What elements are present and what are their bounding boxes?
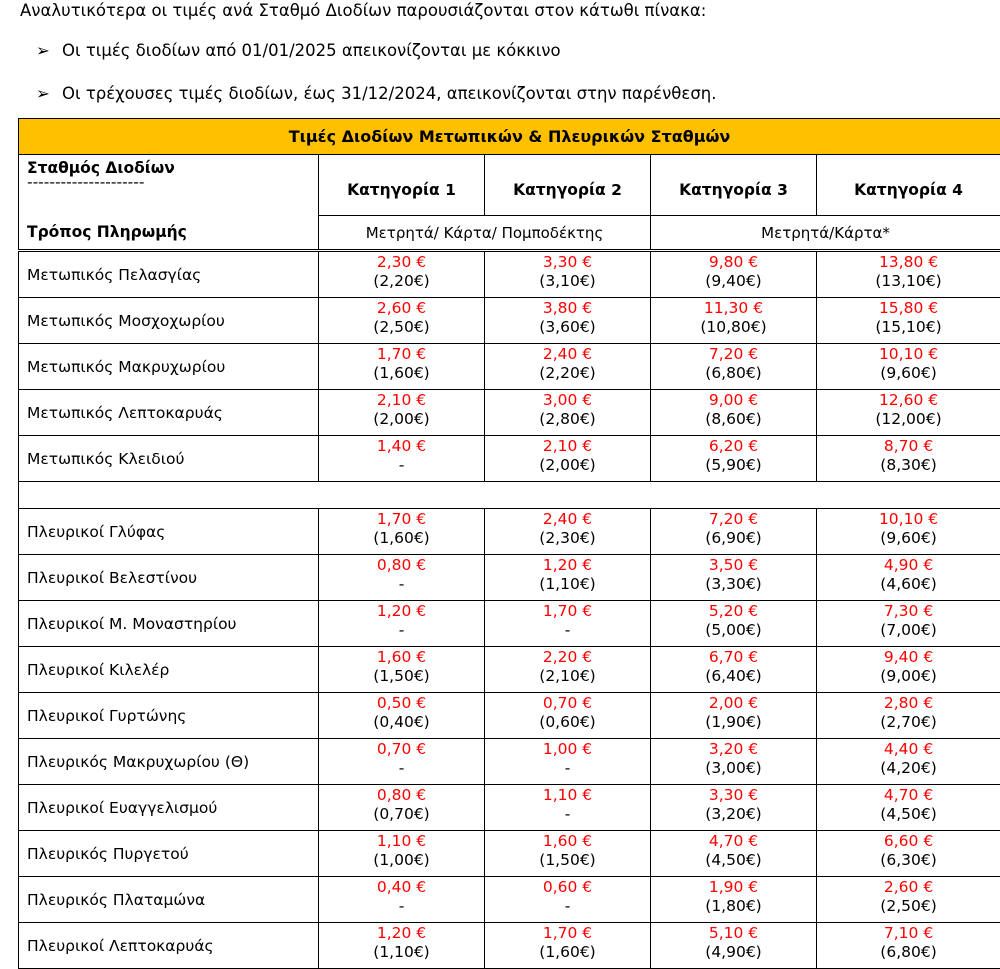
arrow-bullet-icon: ➢ xyxy=(36,83,62,105)
new-price: 2,80 € xyxy=(817,694,1000,713)
price-cell-category-4 xyxy=(817,509,1000,555)
new-price: 6,20 € xyxy=(651,437,816,456)
price-cell-category-3 xyxy=(651,251,817,298)
frontal-stations xyxy=(19,251,1000,482)
new-price: 6,70 € xyxy=(651,648,816,667)
price-cell-category-3 xyxy=(651,390,817,436)
category-4-header: Κατηγορία 4 xyxy=(817,155,1000,216)
current-price: (4,20€) xyxy=(817,759,1000,778)
station-name: Μετωπικός Κλειδιού xyxy=(19,436,319,482)
price-cell-category-3 xyxy=(651,436,817,482)
current-price: (8,30€) xyxy=(817,456,1000,475)
current-price: (2,80€) xyxy=(485,410,650,429)
current-price: (2,00€) xyxy=(485,456,650,475)
new-price: 9,00 € xyxy=(651,391,816,410)
new-price: 1,20 € xyxy=(319,602,484,621)
table-title: Τιμές Διοδίων Μετωπικών & Πλευρικών Σταθμών xyxy=(19,119,1000,155)
price-cell-category-1 xyxy=(319,298,485,344)
current-price: (12,00€) xyxy=(817,410,1000,429)
current-price: - xyxy=(485,805,650,824)
current-price: (6,80€) xyxy=(651,364,816,383)
bullet-text: Οι τρέχουσες τιμές διοδίων, έως 31/12/2024, απεικονίζονται στην παρένθεση. xyxy=(62,84,716,103)
price-cell-category-2 xyxy=(485,436,651,482)
price-cell-category-2 xyxy=(485,923,651,969)
new-price: 0,70 € xyxy=(319,740,484,759)
price-cell-category-4 xyxy=(817,647,1000,693)
new-price: 7,20 € xyxy=(651,345,816,364)
new-price: 2,00 € xyxy=(651,694,816,713)
current-price: (1,60€) xyxy=(485,943,650,962)
price-cell-category-4 xyxy=(817,923,1000,969)
current-price: - xyxy=(319,759,484,778)
payment-header: Τρόπος Πληρωμής xyxy=(19,216,319,251)
current-price: (3,10€) xyxy=(485,272,650,291)
new-price: 1,20 € xyxy=(319,924,484,943)
price-cell-category-1 xyxy=(319,693,485,739)
current-price: (4,50€) xyxy=(817,805,1000,824)
new-price: 3,30 € xyxy=(485,253,650,272)
new-price: 0,80 € xyxy=(319,786,484,805)
price-cell-category-4 xyxy=(817,298,1000,344)
new-price: 1,70 € xyxy=(485,602,650,621)
current-price: (9,60€) xyxy=(817,364,1000,383)
current-price: (6,40€) xyxy=(651,667,816,686)
current-price: (2,30€) xyxy=(485,529,650,548)
price-cell-category-4 xyxy=(817,436,1000,482)
price-cell-category-2 xyxy=(485,647,651,693)
current-price: (1,90€) xyxy=(651,713,816,732)
current-price: (2,20€) xyxy=(485,364,650,383)
current-price: - xyxy=(485,897,650,916)
new-price: 3,20 € xyxy=(651,740,816,759)
current-price: (6,80€) xyxy=(817,943,1000,962)
station-name: Μετωπικός Μακρυχωρίου xyxy=(19,344,319,390)
bullet-new-prices xyxy=(36,40,561,62)
current-price: (2,00€) xyxy=(319,410,484,429)
current-price: (0,40€) xyxy=(319,713,484,732)
new-price: 15,80 € xyxy=(817,299,1000,318)
table-row xyxy=(19,923,1000,969)
new-price: 8,70 € xyxy=(817,437,1000,456)
new-price: 4,90 € xyxy=(817,556,1000,575)
current-price: (13,10€) xyxy=(817,272,1000,291)
current-price: - xyxy=(319,621,484,640)
station-name: Πλευρικοί Ευαγγελισμού xyxy=(19,785,319,831)
station-name: Μετωπικός Λεπτοκαρυάς xyxy=(19,390,319,436)
price-cell-category-3 xyxy=(651,877,817,923)
price-cell-category-3 xyxy=(651,601,817,647)
current-price: (1,50€) xyxy=(319,667,484,686)
current-price: (15,10€) xyxy=(817,318,1000,337)
new-price: 7,20 € xyxy=(651,510,816,529)
new-price: 10,10 € xyxy=(817,345,1000,364)
current-price: (9,40€) xyxy=(651,272,816,291)
new-price: 2,40 € xyxy=(485,510,650,529)
new-price: 7,30 € xyxy=(817,602,1000,621)
current-price: (0,70€) xyxy=(319,805,484,824)
price-cell-category-2 xyxy=(485,831,651,877)
new-price: 1,40 € xyxy=(319,437,484,456)
bullet-current-prices xyxy=(36,83,716,105)
new-price: 6,60 € xyxy=(817,832,1000,851)
station-name: Μετωπικός Πελασγίας xyxy=(19,251,319,298)
price-cell-category-1 xyxy=(319,555,485,601)
station-name: Πλευρικός Πυργετού xyxy=(19,831,319,877)
current-price: (0,60€) xyxy=(485,713,650,732)
new-price: 11,30 € xyxy=(651,299,816,318)
current-price: (3,30€) xyxy=(651,575,816,594)
station-name: Πλευρικοί Κιλελέρ xyxy=(19,647,319,693)
price-cell-category-4 xyxy=(817,601,1000,647)
current-price: (4,60€) xyxy=(817,575,1000,594)
current-price: (2,10€) xyxy=(485,667,650,686)
new-price: 9,80 € xyxy=(651,253,816,272)
new-price: 13,80 € xyxy=(817,253,1000,272)
payment-method-cat-1-2: Μετρητά/ Κάρτα/ Πομποδέκτης xyxy=(319,216,651,251)
price-cell-category-4 xyxy=(817,390,1000,436)
new-price: 1,70 € xyxy=(485,924,650,943)
table-row xyxy=(19,390,1000,436)
current-price: (1,60€) xyxy=(319,364,484,383)
price-cell-category-4 xyxy=(817,555,1000,601)
price-cell-category-3 xyxy=(651,509,817,555)
new-price: 1,70 € xyxy=(319,510,484,529)
intro-text: Αναλυτικότερα οι τιμές ανά Σταθμό Διοδίων παρουσιάζονται στον κάτωθι πίνακα: xyxy=(20,0,706,22)
price-cell-category-2 xyxy=(485,555,651,601)
new-price: 0,40 € xyxy=(319,878,484,897)
toll-prices-table xyxy=(18,118,1000,969)
current-price: - xyxy=(319,897,484,916)
table-row xyxy=(19,601,1000,647)
new-price: 1,70 € xyxy=(319,345,484,364)
price-cell-category-1 xyxy=(319,390,485,436)
new-price: 2,10 € xyxy=(485,437,650,456)
current-price: (6,30€) xyxy=(817,851,1000,870)
current-price: (3,60€) xyxy=(485,318,650,337)
price-cell-category-2 xyxy=(485,509,651,555)
new-price: 1,60 € xyxy=(319,648,484,667)
price-cell-category-1 xyxy=(319,601,485,647)
price-cell-category-2 xyxy=(485,390,651,436)
station-name: Πλευρικοί Γυρτώνης xyxy=(19,693,319,739)
new-price: 0,60 € xyxy=(485,878,650,897)
new-price: 9,40 € xyxy=(817,648,1000,667)
price-cell-category-2 xyxy=(485,298,651,344)
new-price: 0,70 € xyxy=(485,694,650,713)
current-price: (5,90€) xyxy=(651,456,816,475)
arrow-bullet-icon: ➢ xyxy=(36,40,62,62)
new-price: 2,30 € xyxy=(319,253,484,272)
current-price: - xyxy=(319,575,484,594)
table-row xyxy=(19,877,1000,923)
station-name: Πλευρικοί Λεπτοκαρυάς xyxy=(19,923,319,969)
price-cell-category-3 xyxy=(651,298,817,344)
current-price: (2,70€) xyxy=(817,713,1000,732)
table-row xyxy=(19,509,1000,555)
current-price: (1,00€) xyxy=(319,851,484,870)
station-header: Σταθμός Διοδίων --------------------- xyxy=(19,155,319,216)
spacer-row xyxy=(19,482,1000,509)
new-price: 2,60 € xyxy=(817,878,1000,897)
current-price: (5,00€) xyxy=(651,621,816,640)
price-cell-category-1 xyxy=(319,647,485,693)
current-price: (2,50€) xyxy=(319,318,484,337)
price-cell-category-4 xyxy=(817,831,1000,877)
station-name: Πλευρικοί Μ. Μοναστηρίου xyxy=(19,601,319,647)
current-price: (1,10€) xyxy=(319,943,484,962)
header-separator: --------------------- xyxy=(27,177,318,187)
price-cell-category-3 xyxy=(651,785,817,831)
price-cell-category-1 xyxy=(319,251,485,298)
new-price: 10,10 € xyxy=(817,510,1000,529)
current-price: (1,50€) xyxy=(485,851,650,870)
table-row xyxy=(19,298,1000,344)
price-cell-category-4 xyxy=(817,344,1000,390)
price-cell-category-2 xyxy=(485,877,651,923)
new-price: 3,80 € xyxy=(485,299,650,318)
category-2-header: Κατηγορία 2 xyxy=(485,155,651,216)
price-cell-category-4 xyxy=(817,739,1000,785)
current-price: (4,90€) xyxy=(651,943,816,962)
table-row xyxy=(19,251,1000,298)
current-price: (3,00€) xyxy=(651,759,816,778)
new-price: 4,70 € xyxy=(817,786,1000,805)
new-price: 4,40 € xyxy=(817,740,1000,759)
spacer-section xyxy=(19,482,1000,509)
current-price: (7,00€) xyxy=(817,621,1000,640)
new-price: 5,10 € xyxy=(651,924,816,943)
price-cell-category-3 xyxy=(651,739,817,785)
current-price: (2,20€) xyxy=(319,272,484,291)
station-name: Πλευρικός Πλαταμώνα xyxy=(19,877,319,923)
price-cell-category-1 xyxy=(319,831,485,877)
current-price: (8,60€) xyxy=(651,410,816,429)
price-cell-category-4 xyxy=(817,877,1000,923)
category-1-header: Κατηγορία 1 xyxy=(319,155,485,216)
new-price: 1,00 € xyxy=(485,740,650,759)
table-row xyxy=(19,693,1000,739)
price-cell-category-2 xyxy=(485,785,651,831)
current-price: (9,60€) xyxy=(817,529,1000,548)
price-cell-category-1 xyxy=(319,785,485,831)
new-price: 3,30 € xyxy=(651,786,816,805)
station-name: Πλευρικοί Γλύφας xyxy=(19,509,319,555)
station-name: Πλευρικός Μακρυχωρίου (Θ) xyxy=(19,739,319,785)
price-cell-category-1 xyxy=(319,923,485,969)
new-price: 1,10 € xyxy=(485,786,650,805)
new-price: 2,20 € xyxy=(485,648,650,667)
price-cell-category-3 xyxy=(651,344,817,390)
new-price: 7,10 € xyxy=(817,924,1000,943)
current-price: (1,10€) xyxy=(485,575,650,594)
new-price: 12,60 € xyxy=(817,391,1000,410)
table-row xyxy=(19,344,1000,390)
bullet-text: Οι τιμές διοδίων από 01/01/2025 απεικονίζονται με κόκκινο xyxy=(62,41,561,60)
table-row xyxy=(19,831,1000,877)
price-cell-category-2 xyxy=(485,693,651,739)
new-price: 2,60 € xyxy=(319,299,484,318)
table-row xyxy=(19,785,1000,831)
current-price: (10,80€) xyxy=(651,318,816,337)
payment-method-cat-3-4: Μετρητά/Κάρτα* xyxy=(651,216,1000,251)
new-price: 0,80 € xyxy=(319,556,484,575)
category-3-header: Κατηγορία 3 xyxy=(651,155,817,216)
price-cell-category-1 xyxy=(319,436,485,482)
price-cell-category-2 xyxy=(485,251,651,298)
price-cell-category-4 xyxy=(817,251,1000,298)
price-cell-category-1 xyxy=(319,344,485,390)
new-price: 3,50 € xyxy=(651,556,816,575)
table-row xyxy=(19,436,1000,482)
new-price: 2,10 € xyxy=(319,391,484,410)
current-price: - xyxy=(485,621,650,640)
price-cell-category-1 xyxy=(319,509,485,555)
current-price: (3,20€) xyxy=(651,805,816,824)
station-name: Μετωπικός Μοσχοχωρίου xyxy=(19,298,319,344)
new-price: 3,00 € xyxy=(485,391,650,410)
new-price: 1,90 € xyxy=(651,878,816,897)
current-price: (1,80€) xyxy=(651,897,816,916)
price-cell-category-3 xyxy=(651,831,817,877)
table-row xyxy=(19,647,1000,693)
new-price: 1,60 € xyxy=(485,832,650,851)
price-cell-category-3 xyxy=(651,647,817,693)
price-cell-category-3 xyxy=(651,555,817,601)
station-name: Πλευρικοί Βελεστίνου xyxy=(19,555,319,601)
price-cell-category-3 xyxy=(651,693,817,739)
price-cell-category-1 xyxy=(319,877,485,923)
current-price: (2,50€) xyxy=(817,897,1000,916)
table-row xyxy=(19,739,1000,785)
new-price: 5,20 € xyxy=(651,602,816,621)
new-price: 0,50 € xyxy=(319,694,484,713)
current-price: - xyxy=(485,759,650,778)
table-row xyxy=(19,555,1000,601)
price-cell-category-2 xyxy=(485,739,651,785)
new-price: 1,20 € xyxy=(485,556,650,575)
price-cell-category-3 xyxy=(651,923,817,969)
current-price: (1,60€) xyxy=(319,529,484,548)
price-cell-category-1 xyxy=(319,739,485,785)
price-cell-category-4 xyxy=(817,693,1000,739)
new-price: 1,10 € xyxy=(319,832,484,851)
new-price: 2,40 € xyxy=(485,345,650,364)
current-price: - xyxy=(319,456,484,475)
current-price: (4,50€) xyxy=(651,851,816,870)
price-cell-category-4 xyxy=(817,785,1000,831)
price-cell-category-2 xyxy=(485,601,651,647)
current-price: (9,00€) xyxy=(817,667,1000,686)
new-price: 4,70 € xyxy=(651,832,816,851)
side-stations xyxy=(19,509,1000,969)
current-price: (6,90€) xyxy=(651,529,816,548)
price-cell-category-2 xyxy=(485,344,651,390)
